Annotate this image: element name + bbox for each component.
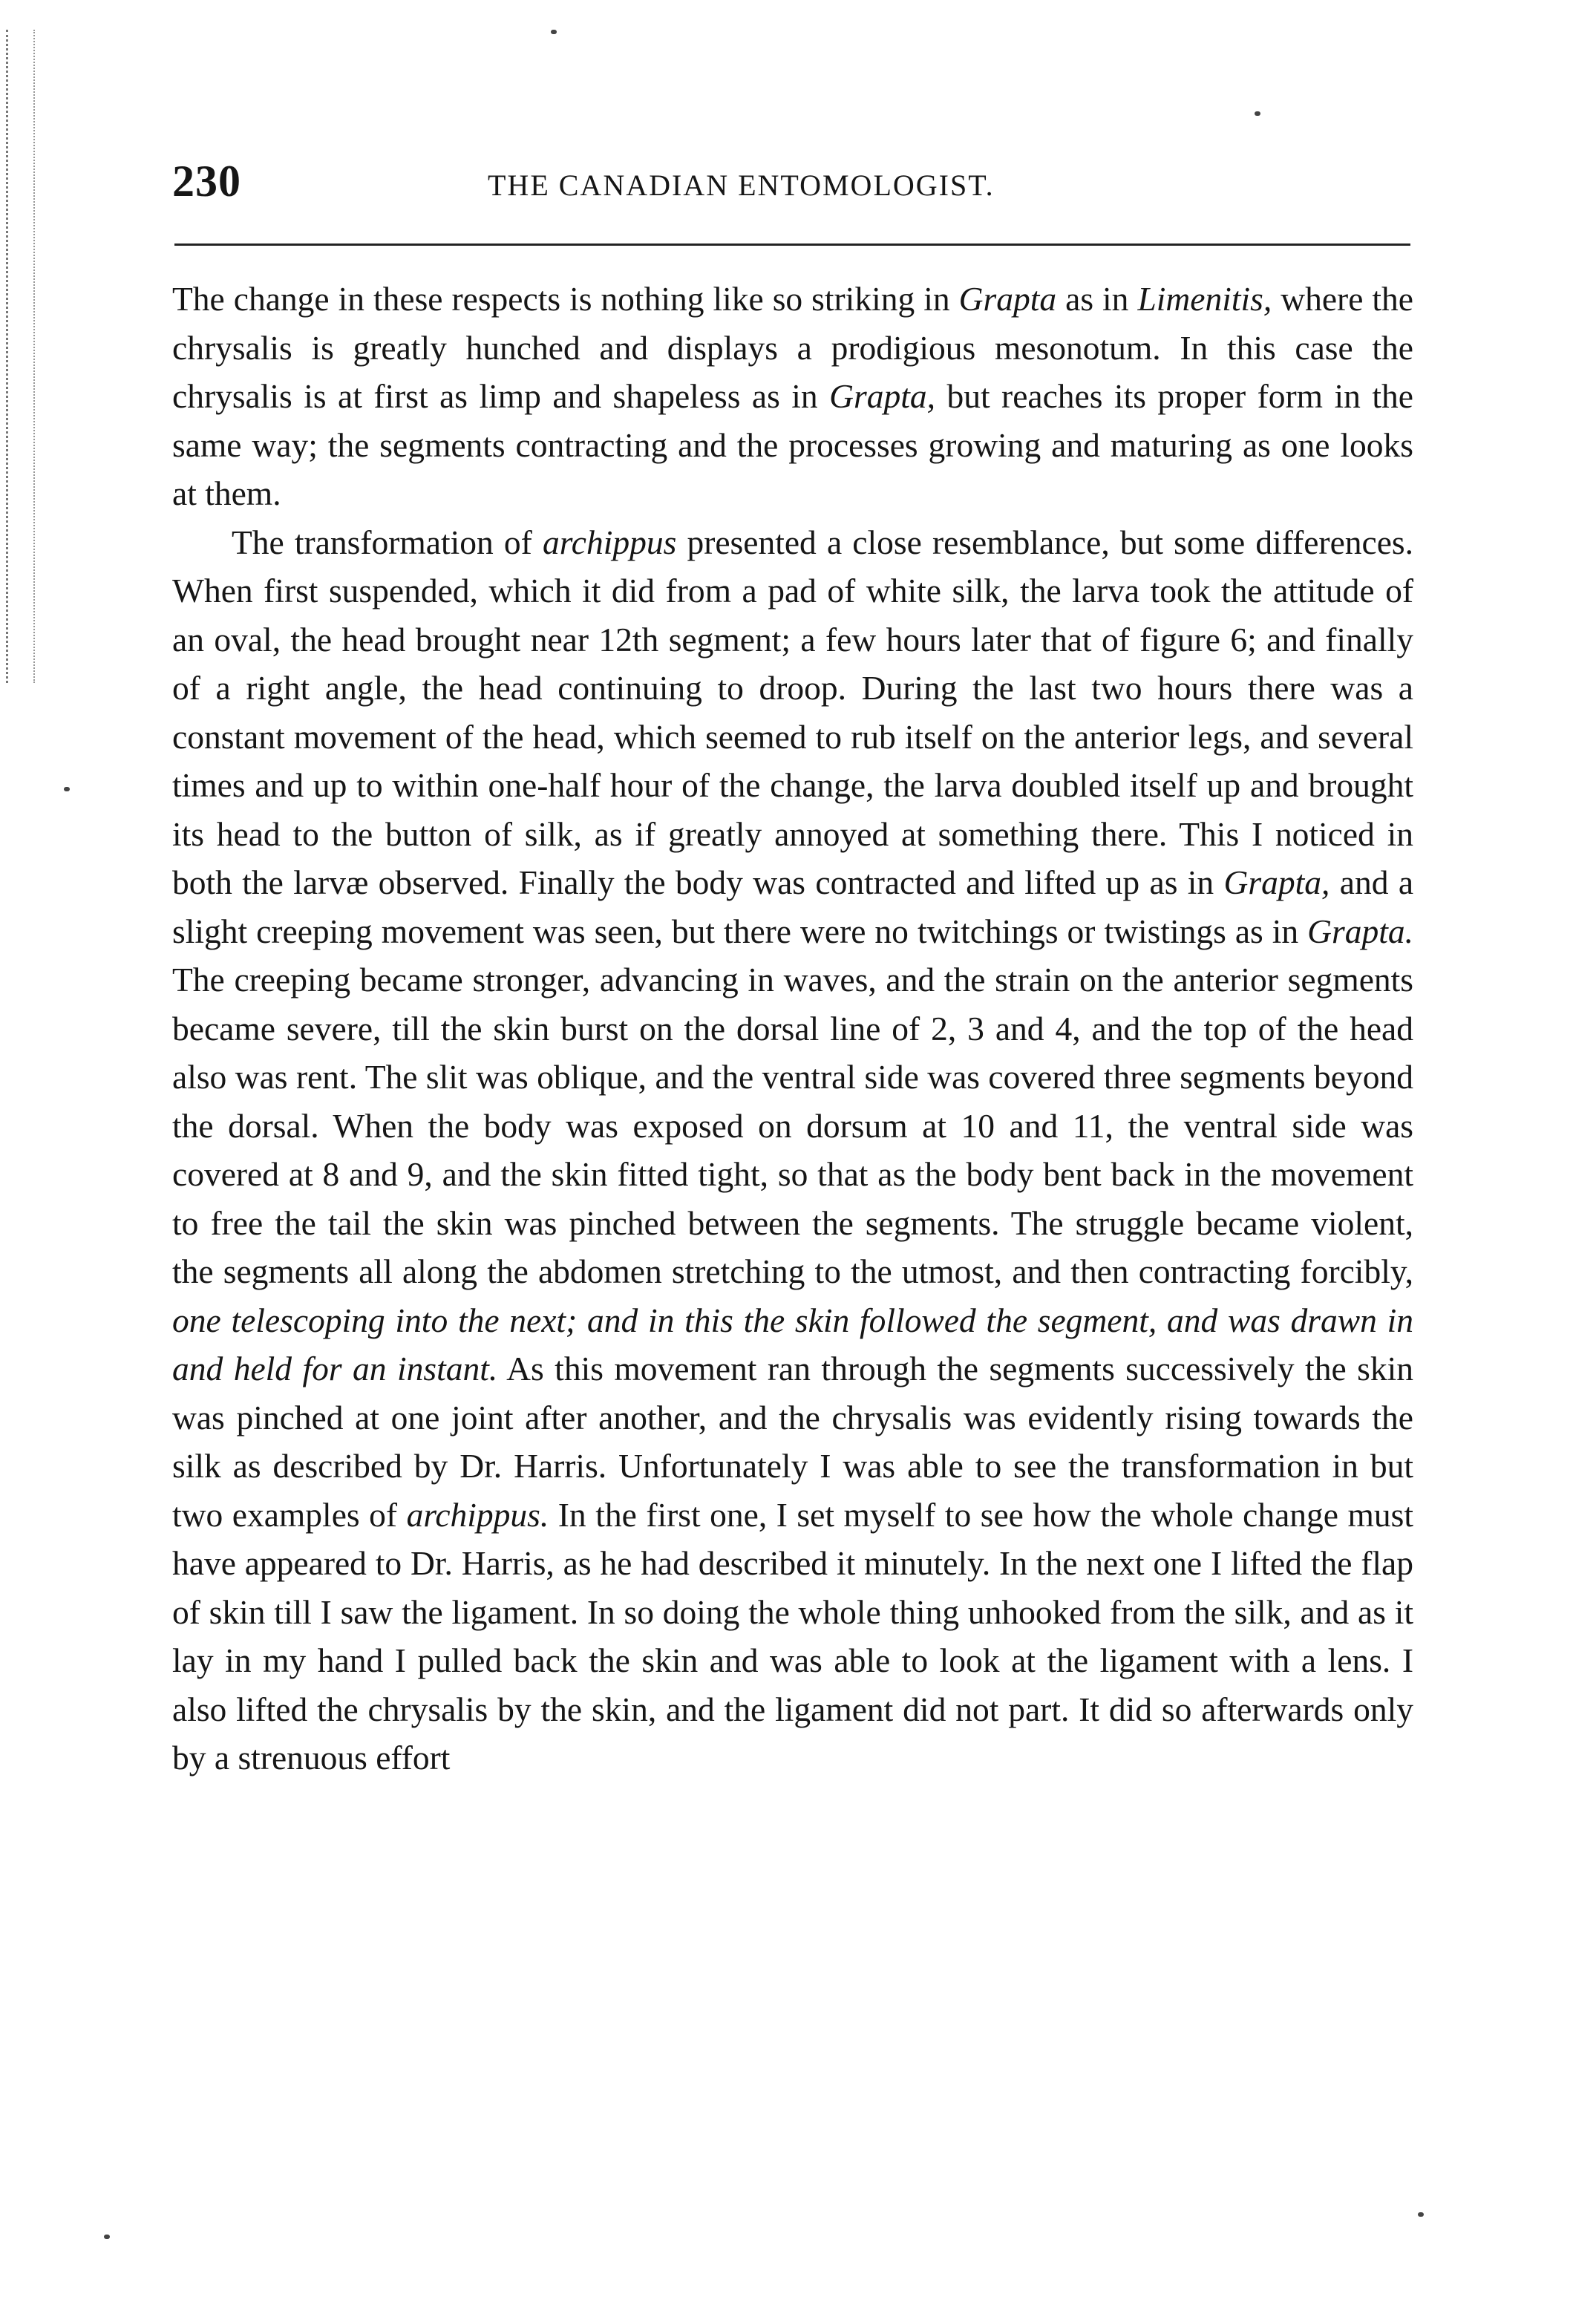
text-run: and a slight creeping movement was seen, but there were no twitchings or twistings as in	[172, 863, 1414, 950]
text-run: where the chrysalis is greatly hunched and displays a prodigious mesonotum. In this case the chrysalis is at first as limp and shapeless as in	[172, 280, 1413, 415]
text-run: The creeping became stronger, advancing in waves, and the strain on the anterior segments became severe, till the skin burst on the dorsal line of 2, 3 and 4, and the top of the head also was rent. The slit was oblique, and the ventral side was covered three segments beyond the dorsal. When the body was exposed on dorsum at 10 and 11, the ventral side was covered at 8 and 9, and the skin fitted tight, so that as the body bent back in the movement to free the tail the skin was pinched between the segments. The struggle became violent, the segments all along the abdomen stretching to the utmost, and then contracting forcibly,	[172, 961, 1413, 1290]
header-rule	[174, 243, 1410, 246]
paragraph-2	[172, 518, 1413, 1782]
italic-text-run: one telescoping into the next; and in this the skin followed the segment, and was drawn in and held for an instant.	[172, 1301, 1413, 1387]
italic-text-run: Grapta.	[1307, 912, 1413, 950]
page-number: 230	[172, 157, 241, 206]
running-head: THE CANADIAN ENTOMOLOGIST.	[488, 169, 995, 202]
paragraph-1	[172, 275, 1413, 518]
italic-text-run: archippus.	[406, 1495, 549, 1534]
print-speck	[64, 787, 70, 791]
text-run: In the first one, I set myself to see how the whole change must have appeared to Dr. Harris, as he had described it minutely. In the next one I lifted the flap of skin till I saw the ligament. In so doing the whole thing unhooked from the silk, and as it lay in my hand I pulled back the skin and was able to look at the ligament with a lens. I also lifted the chrysalis by the skin, and the ligament did not part. It did so afterwards only by a strenuous effort	[172, 1495, 1413, 1776]
italic-text-run: Grapta,	[1223, 863, 1330, 901]
page-binding-edge	[6, 30, 35, 683]
italic-text-run: archippus	[542, 523, 677, 561]
page-header	[172, 156, 1412, 215]
text-run: but reaches its proper form in the same way; the segments contracting and the processes growing and maturing as one looks at them.	[172, 377, 1413, 512]
print-speck	[104, 2235, 110, 2239]
print-speck	[551, 30, 557, 34]
italic-text-run: Limenitis,	[1137, 280, 1272, 318]
text-run: The transformation of	[232, 523, 543, 561]
print-speck	[1255, 111, 1260, 116]
print-speck	[1418, 2212, 1424, 2217]
text-run: as in	[1056, 280, 1138, 318]
article-body	[172, 275, 1413, 1782]
text-run: As this movement ran through the segments successively the skin was pinched at one joint after another, and the chrysalis was evidently rising towards the silk as described by Dr. Harris. Unfortunately I was able to see the transformation in but two examples of	[172, 1350, 1413, 1534]
text-run: The change in these respects is nothing like so striking in	[172, 280, 959, 318]
italic-text-run: Grapta	[958, 280, 1057, 318]
italic-text-run: Grapta,	[829, 377, 935, 415]
text-run: presented a close resemblance, but some differences. When first suspended, which it did from a pad of white silk, the larva took the attitude of an oval, the head brought near 12th segment; a few hours later that of figure 6; and finally of a right angle, the head continuing to droop. During the last two hours there was a constant movement of the head, which seemed to rub itself on the anterior legs, and several times and up to within one-half hour of the change, the larva doubled itself up and brought its head to the button of silk, as if greatly annoyed at something there. This I noticed in both the larvæ observed. Finally the body was contracted and lifted up as in	[172, 523, 1413, 901]
